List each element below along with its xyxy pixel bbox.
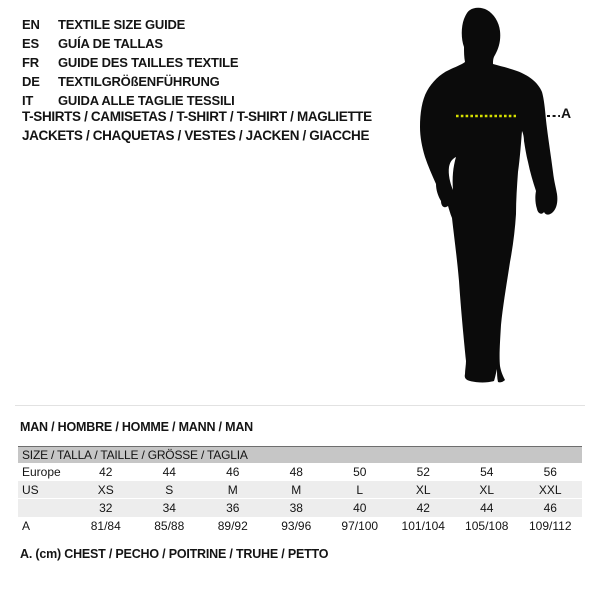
table-row-europe [18,463,582,481]
table-row-chest-cm [18,517,582,535]
size-cell: 40 [353,501,367,515]
row-label: Europe [22,465,61,479]
table-row-numeric [18,499,582,517]
size-cell: 42 [99,465,113,479]
size-cell: 89/92 [217,519,248,533]
language-code: DE [22,74,40,89]
row-label: A [22,519,31,533]
size-table-header: SIZE / TALLA / TAILLE / GRÖSSE / TAGLIA [18,446,582,463]
size-cell: 81/84 [90,519,121,533]
language-label: TEXTILGRÖßENFÜHRUNG [58,74,220,89]
language-label: GUÍA DE TALLAS [58,36,163,51]
size-cell: 46 [543,501,557,515]
size-cell: 46 [226,465,240,479]
size-cell: 34 [162,501,176,515]
size-cell: 101/104 [401,519,445,533]
size-table [18,446,582,535]
size-cell: 48 [289,465,303,479]
size-cell: 109/112 [529,519,572,533]
size-cell: XXL [538,482,562,497]
size-cell: 42 [416,501,430,515]
size-cell: 44 [480,501,494,515]
language-code: FR [22,55,39,70]
size-cell: XL [479,482,495,497]
category-tshirts: T-SHIRTS / CAMISETAS / T-SHIRT / T-SHIRT / MAGLIETTE [22,109,372,124]
size-cell: S [165,482,174,497]
language-code: ES [22,36,39,51]
language-code: IT [22,93,34,108]
size-cell: XS [97,482,114,497]
size-cell: 52 [416,465,430,479]
size-cell: 50 [353,465,367,479]
section-title: MAN / HOMBRE / HOMME / MANN / MAN [20,420,253,434]
language-code: EN [22,17,40,32]
row-label: US [22,482,39,497]
size-cell: 54 [480,465,494,479]
size-cell: 93/96 [281,519,312,533]
measurement-footnote: A. (cm) CHEST / PECHO / POITRINE / TRUHE / PETTO [20,547,329,561]
size-cell: 36 [226,501,240,515]
size-cell: XL [415,482,431,497]
language-label: GUIDE DES TAILLES TEXTILE [58,55,239,70]
size-cell: M [227,482,238,497]
table-row-us [18,481,582,499]
measure-label-a: A [561,105,572,121]
size-cell: 32 [99,501,113,515]
language-label: TEXTILE SIZE GUIDE [58,17,186,32]
section-divider [15,405,585,406]
size-cell: 97/100 [341,519,379,533]
language-label: GUIDA ALLE TAGLIE TESSILI [58,93,235,108]
size-cell: L [356,482,364,497]
size-cell: 56 [543,465,557,479]
size-cell: 85/88 [154,519,185,533]
man-silhouette-shape [420,8,557,383]
size-cell: M [291,482,302,497]
size-cell: 38 [289,501,303,515]
size-cell: 44 [162,465,176,479]
category-jackets: JACKETS / CHAQUETAS / VESTES / JACKEN / GIACCHE [22,128,370,143]
size-cell: 105/108 [465,519,509,533]
